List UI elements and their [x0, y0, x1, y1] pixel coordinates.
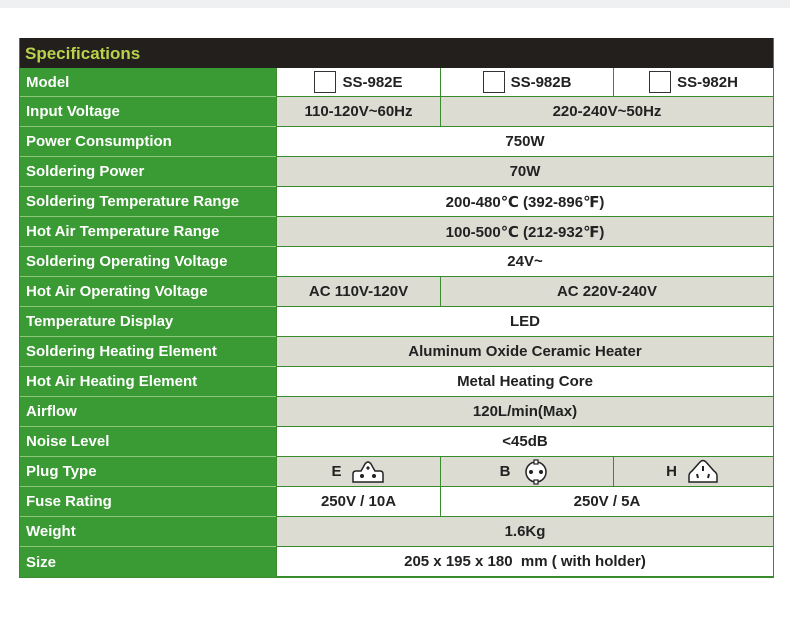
row-soldering-power	[20, 157, 773, 187]
table-title: Specifications	[20, 38, 773, 68]
checkbox-icon	[314, 71, 336, 93]
row-label: Model	[20, 68, 276, 97]
row-label: Input Voltage	[20, 97, 276, 127]
top-band	[0, 0, 790, 8]
plug-type-h-icon	[685, 459, 721, 485]
row-label: Power Consumption	[20, 127, 276, 157]
row-soldering-temperature	[20, 187, 773, 217]
checkbox-icon	[649, 71, 671, 93]
row-label: Soldering Operating Voltage	[20, 247, 276, 277]
row-label: Soldering Power	[20, 157, 276, 187]
row-size	[20, 547, 773, 577]
value-cell: <45dB	[277, 427, 773, 457]
plug-letter: B	[499, 463, 511, 480]
value-cell: LED	[277, 307, 773, 337]
plug-cell-h	[613, 457, 773, 487]
model-value: SS-982E	[342, 73, 403, 91]
row-input-voltage	[20, 97, 773, 127]
row-label: Size	[20, 547, 276, 577]
value-cell: 110-120V~60Hz	[277, 97, 440, 127]
row-model	[20, 68, 773, 97]
row-label: Hot Air Temperature Range	[20, 217, 276, 247]
plug-letter: E	[331, 463, 342, 480]
value-cell: Aluminum Oxide Ceramic Heater	[277, 337, 773, 367]
value-cell: 750W	[277, 127, 773, 157]
row-label: Airflow	[20, 397, 276, 427]
row-label: Fuse Rating	[20, 487, 276, 517]
row-soldering-element	[20, 337, 773, 367]
value-cell: 70W	[277, 157, 773, 187]
plug-cell-e	[277, 457, 440, 487]
row-hot-air-element	[20, 367, 773, 397]
row-airflow	[20, 397, 773, 427]
value-cell: 100-500℃ (212-932℉)	[277, 217, 773, 247]
row-label: Soldering Heating Element	[20, 337, 276, 367]
model-value: SS-982H	[677, 73, 738, 91]
plug-type-b-icon	[518, 459, 554, 485]
value-cell: 120L/min(Max)	[277, 397, 773, 427]
model-value: SS-982B	[510, 73, 572, 91]
row-hot-air-voltage	[20, 277, 773, 307]
row-hot-air-temperature	[20, 217, 773, 247]
row-noise-level	[20, 427, 773, 457]
plug-cell-b	[440, 457, 613, 487]
plug-letter: H	[666, 463, 677, 480]
checkbox-icon	[483, 71, 505, 93]
value-cell: 24V~	[277, 247, 773, 277]
row-soldering-voltage	[20, 247, 773, 277]
value-cell: 250V / 5A	[440, 487, 773, 517]
value-cell: Metal Heating Core	[277, 367, 773, 397]
row-label: Weight	[20, 517, 276, 547]
row-weight	[20, 517, 773, 547]
row-fuse-rating	[20, 487, 773, 517]
row-label: Soldering Temperature Range	[20, 187, 276, 217]
model-option-e	[277, 68, 440, 97]
value-cell: AC 110V-120V	[277, 277, 440, 307]
value-cell: 250V / 10A	[277, 487, 440, 517]
row-label: Hot Air Heating Element	[20, 367, 276, 397]
value-cell: 220-240V~50Hz	[440, 97, 773, 127]
value-cell: 1.6Kg	[277, 517, 773, 547]
row-temperature-display	[20, 307, 773, 337]
value-cell: 205 x 195 x 180 mm ( with holder)	[277, 547, 773, 577]
row-label: Temperature Display	[20, 307, 276, 337]
row-label: Hot Air Operating Voltage	[20, 277, 276, 307]
row-power-consumption	[20, 127, 773, 157]
model-option-h	[613, 68, 773, 97]
row-label: Plug Type	[20, 457, 276, 487]
value-cell: 200-480℃ (392-896℉)	[277, 187, 773, 217]
plug-type-e-icon	[350, 459, 386, 485]
row-plug-type	[20, 457, 773, 487]
model-option-b	[440, 68, 613, 97]
value-cell: AC 220V-240V	[440, 277, 773, 307]
specifications-table	[19, 38, 774, 578]
row-label: Noise Level	[20, 427, 276, 457]
